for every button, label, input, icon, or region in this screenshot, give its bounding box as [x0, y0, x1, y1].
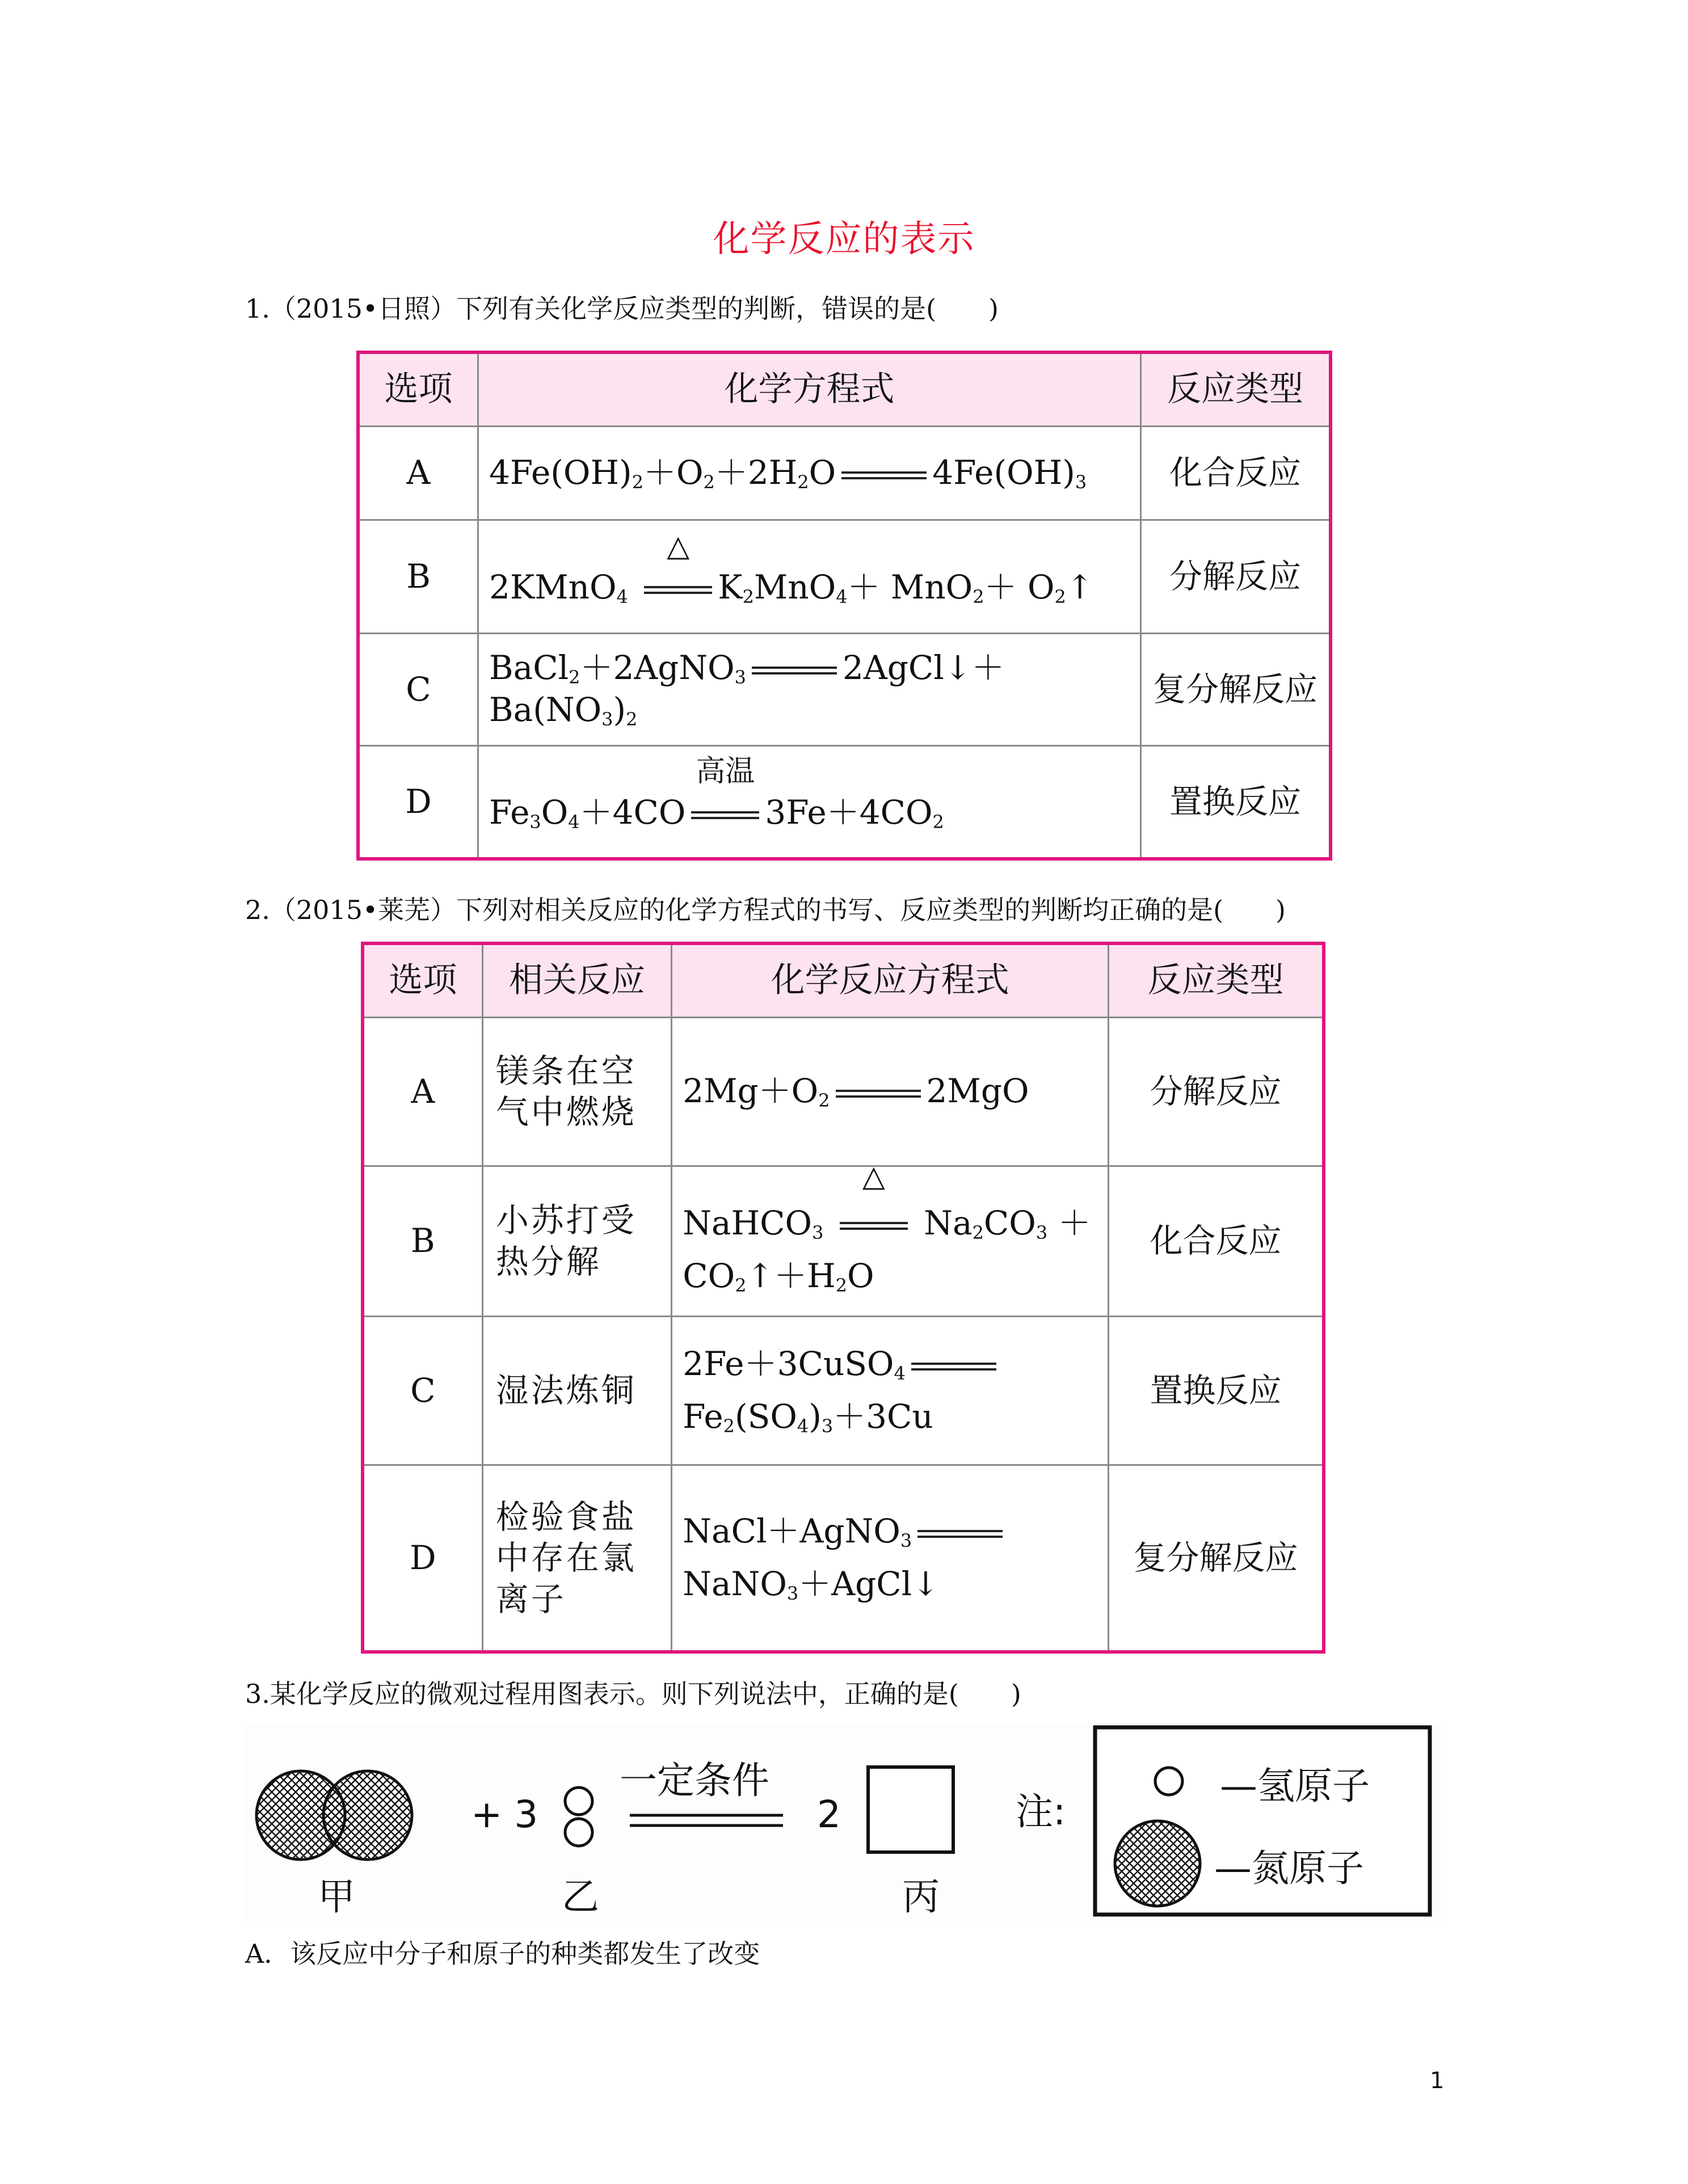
equation-b: 2KMnO$_4$ △ $K_2MnO_4+ MnO_2+$ $O_2↑$: [478, 520, 1141, 633]
option-label: C: [358, 633, 478, 745]
heating-condition: [641, 529, 715, 608]
question-2-stem: 2.（2015•莱芜）下列对相关反应的化学方程式的书写、反应类型的判断均正确的是( ): [245, 895, 1286, 925]
option-label: B: [363, 1166, 482, 1316]
nitrogen-atom-icon: [1115, 1821, 1200, 1906]
note-label: 注:: [1016, 1790, 1066, 1833]
equals-sign: [841, 471, 927, 479]
label-jia: 甲: [318, 1875, 355, 1919]
header-reaction: 相关反应: [482, 943, 672, 1017]
option-label: A: [363, 1017, 482, 1166]
reaction-type: 置换反应: [1140, 745, 1331, 859]
question-3-stem: 3.某化学反应的微观过程用图表示。则下列说法中，正确的是( ): [245, 1679, 1021, 1709]
label-yi: 乙: [562, 1875, 599, 1919]
option-label: A: [358, 426, 478, 520]
option-label: D: [363, 1465, 482, 1652]
header-option: 选项: [358, 352, 478, 426]
heating-condition: [836, 1159, 911, 1250]
question-1-stem: 1.（2015•日照）下列有关化学反应类型的判断，错误的是( ): [245, 293, 999, 324]
reaction-type: 置换反应: [1109, 1316, 1324, 1465]
molecule-jia: [256, 1771, 412, 1860]
option-label: B: [358, 520, 478, 633]
legend-nitrogen-label: —氮原子: [1214, 1846, 1364, 1890]
equation-d: $Fe_3O_4+4CO$ 高温 $3Fe+4CO_2$: [478, 745, 1141, 859]
reaction-diagram: [244, 1725, 1447, 1923]
legend-hydrogen-label: —氢原子: [1220, 1764, 1370, 1808]
reaction-desc: 检验食盐中存在氯离子: [482, 1465, 672, 1652]
coef-two: 2: [817, 1793, 841, 1836]
reaction-desc: 湿法炼铜: [482, 1316, 672, 1465]
reaction-type: 化合反应: [1140, 426, 1331, 520]
equation-a: $2Mg+O_2$ 2MgO: [672, 1017, 1109, 1166]
heat-symbol: △: [667, 529, 690, 564]
reaction-desc: 镁条在空气中燃烧: [482, 1017, 672, 1166]
option-label: C: [363, 1316, 482, 1465]
high-temp-label: 高温: [696, 754, 755, 789]
label-bing: 丙: [902, 1875, 940, 1919]
molecule-bing-box: [868, 1767, 953, 1852]
reaction-type: 分解反应: [1140, 520, 1331, 633]
question-1-table: [356, 351, 1332, 861]
condition-label: 一定条件: [620, 1759, 769, 1802]
header-type: 反应类型: [1140, 352, 1331, 426]
equation-d: NaCl＋AgNO$_3$ NaNO$_3$＋AgCl↓: [672, 1465, 1109, 1652]
question-3-option-a: A．该反应中分子和原子的种类都发生了改变: [245, 1938, 760, 1969]
reaction-type: 分解反应: [1109, 1017, 1324, 1166]
hydrogen-atom-icon: [1155, 1768, 1182, 1795]
header-equation: 化学方程式: [478, 352, 1141, 426]
reaction-type: 复分解反应: [1140, 633, 1331, 745]
equation-c: 2Fe＋3CuSO$_4$ $Fe_2(SO_4)_3+3Cu$: [672, 1316, 1109, 1465]
reaction-desc: 小苏打受热分解: [482, 1166, 672, 1316]
question-2-table: [361, 942, 1325, 1654]
header-type: 反应类型: [1109, 943, 1324, 1017]
option-label: D: [358, 745, 478, 859]
high-temp-condition: [688, 754, 763, 833]
reaction-type: 复分解反应: [1109, 1465, 1324, 1652]
heat-symbol: △: [862, 1159, 885, 1194]
header-option: 选项: [363, 943, 482, 1017]
page-title: 化学反应的表示: [713, 218, 975, 260]
reaction-type: 化合反应: [1109, 1166, 1324, 1316]
equation-a: $4Fe(OH)_2+O_2+2H_2O$ $4Fe(OH)_3$: [478, 426, 1141, 520]
equation-b: NaHCO$_3$ △ $Na_2CO_3$ ＋ $CO_2↑+H_2O$: [672, 1166, 1109, 1316]
equation-c: BaCl$_2$＋2AgNO$_3$ $2AgCl↓+Ba(NO_3)_2$: [478, 633, 1141, 745]
header-equation: 化学反应方程式: [672, 943, 1109, 1017]
page-number: 1: [1430, 2068, 1445, 2094]
coef-plus-three: + 3: [471, 1793, 538, 1836]
